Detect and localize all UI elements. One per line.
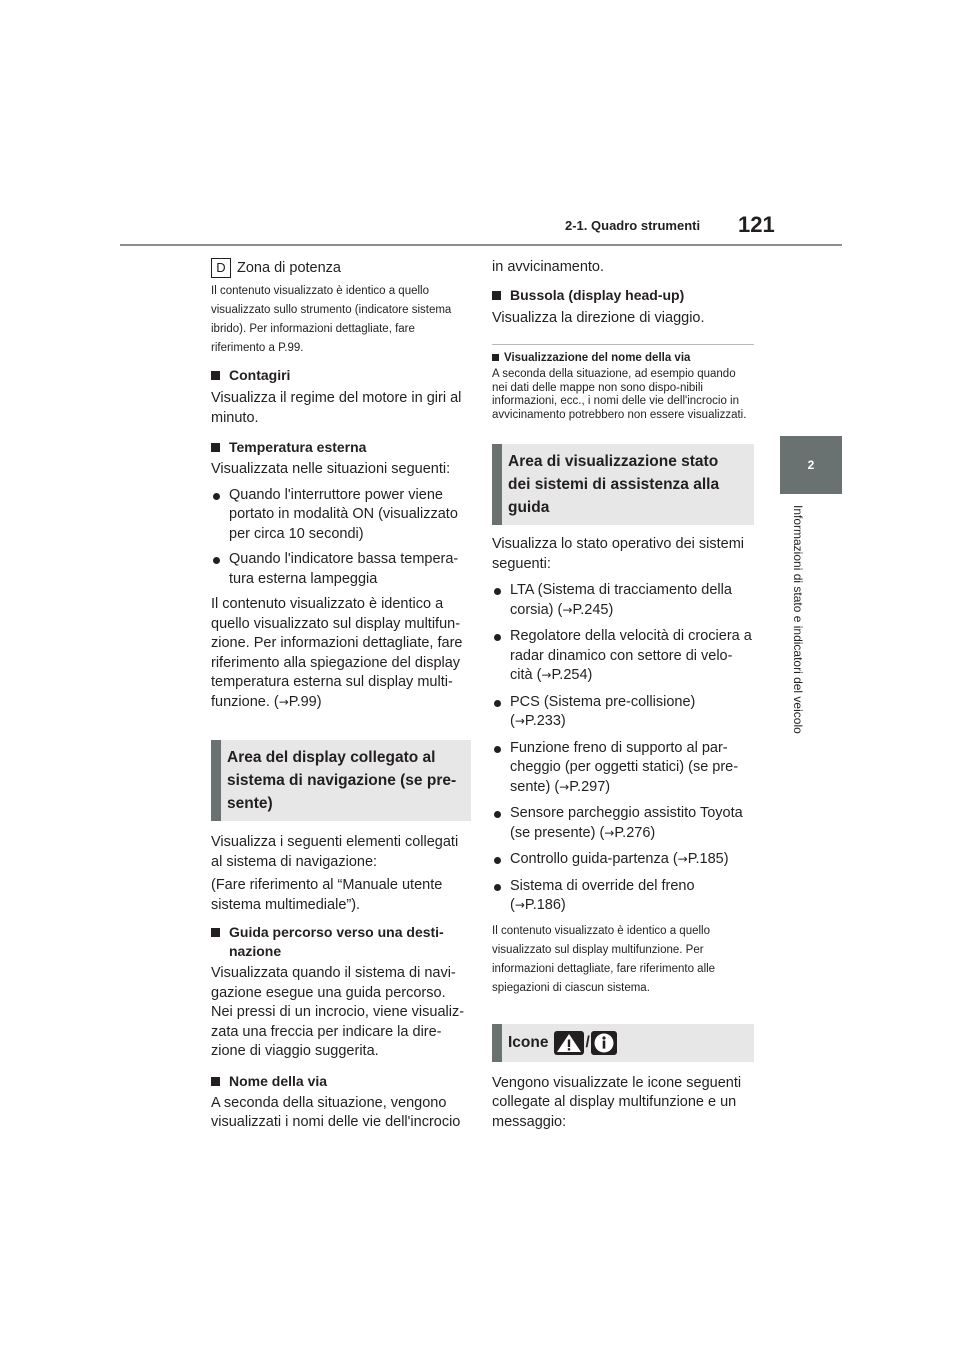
icone-section-band: Icone /	[492, 1024, 754, 1062]
arrow-right-icon: →	[514, 714, 525, 728]
bussola-heading: Bussola (display head-up)	[492, 286, 754, 305]
list-item: Regolatore della velocità di crociera a radar dinamico con settore di velo-cità (→P.254)	[492, 627, 754, 686]
nome-heading: Nome della via	[211, 1072, 471, 1091]
list-item: PCS (Sistema pre-collisione) (→P.233)	[492, 693, 754, 732]
nav-text: Visualizza i seguenti elementi collegati al sistema di navigazione:	[211, 834, 459, 870]
temp-heading: Temperatura esterna	[211, 438, 471, 457]
assist-text: Visualizza lo stato operativo dei sistemi seguenti:	[492, 536, 744, 572]
arrow-right-icon: →	[514, 898, 525, 912]
list-item: Funzione freno di supporto al par-cheggio (per oggetti statici) (se pre-sente) (→P.297)	[492, 739, 754, 798]
arrow-right-icon: →	[278, 694, 289, 709]
list-item: Sistema di override del freno (→P.186)	[492, 877, 754, 916]
section-title: 2-1. Quadro strumenti	[565, 218, 701, 233]
divider	[492, 344, 754, 345]
nav-ref: (Fare riferimento al “Manuale utente sistema multimediale”).	[211, 877, 443, 913]
arrow-right-icon: →	[541, 668, 552, 682]
header-rule	[120, 244, 842, 246]
arrow-right-icon: →	[559, 779, 570, 794]
d-note: Il contenuto visualizzato è identico a quello visualizzato sullo strumento (indicatore sistema ibrido). Per informazioni dettagliate, fare riferimento a P.99.	[211, 285, 452, 355]
list-item: Controllo guida-partenza (→P.185)	[492, 850, 754, 870]
vis-text: A seconda della situazione, ad esempio quando nei dati delle mappe non sono dispo-nibili informazioni, ecc., i nomi delle vie dell'incrocio in avvicinamento potrebbero non essere visualizzati.	[492, 368, 747, 421]
arrow-right-icon: →	[677, 852, 688, 866]
arrow-right-icon: →	[604, 825, 615, 840]
list-item: Quando l'indicatore bassa tempera-tura esterna lampeggia	[211, 550, 471, 589]
warning-triangle-icon	[554, 1031, 584, 1055]
contagiri-text: Visualizza il regime del motore in giri al minuto.	[211, 390, 462, 426]
assist-note: Il contenuto visualizzato è identico a quello visualizzato sul display multifunzione. Per informazioni dettagliate, fare riferimento alle spiegazioni di ciascun sistema.	[492, 924, 716, 994]
list-item: Quando l'interruttore power viene portato in modalità ON (visualizzato per circa 10 secondi)	[211, 486, 471, 545]
list-item: Sensore parcheggio assistito Toyota (se presente) (→P.276)	[492, 804, 754, 843]
d-title: Zona di potenza	[237, 259, 341, 276]
icone-text: Vengono visualizzate le icone seguenti collegate al display multifunzione e un messaggio:	[492, 1074, 742, 1130]
page-number: 121	[738, 212, 775, 237]
info-circle-icon	[591, 1031, 617, 1055]
chapter-tab	[780, 436, 842, 494]
left-column	[211, 258, 471, 1133]
guida-text: Visualizzata quando il sistema di navi-gazione esegue una guida percorso. Nei pressi di un incrocio, viene visualiz-zata una freccia per indicare la dire-zione di viaggio suggerita.	[211, 965, 465, 1060]
nav-section-band: Area del display collegato al sistema di navigazione (se pre-sente)	[211, 740, 471, 821]
temp-text: Visualizzata nelle situazioni seguenti:	[211, 461, 451, 478]
vis-heading: Visualizzazione del nome della via	[492, 351, 754, 365]
contagiri-heading: Contagiri	[211, 366, 471, 385]
right-column	[492, 258, 754, 1132]
chapter-title: Informazioni di stato e indicatori del veicolo	[791, 505, 805, 734]
assist-section-band: Area di visualizzazione stato dei sistemi di assistenza alla guida	[492, 444, 754, 525]
d-heading	[211, 258, 471, 278]
guida-heading: Guida percorso verso una desti-nazione	[211, 923, 471, 961]
arrow-right-icon: →	[562, 602, 573, 617]
icon-separator: /	[585, 1034, 590, 1051]
chapter-number: 2	[807, 458, 815, 472]
list-item: LTA (Sistema di tracciamento della corsia) (→P.245)	[492, 581, 754, 620]
d-label-box: D	[211, 258, 231, 278]
continued-text: in avvicinamento.	[492, 259, 605, 275]
bussola-text: Visualizza la direzione di viaggio.	[492, 309, 705, 326]
nome-text: A seconda della situazione, vengono visualizzati i nomi delle vie dell'incrocio	[211, 1094, 461, 1131]
temp-paragraph: Il contenuto visualizzato è identico a quello visualizzato sul display multifun-zione. Per informazioni dettagliate, fare riferimento alla spiegazione del display temperatura esterna sul display multi-funzione. (→P.99)	[211, 596, 463, 710]
